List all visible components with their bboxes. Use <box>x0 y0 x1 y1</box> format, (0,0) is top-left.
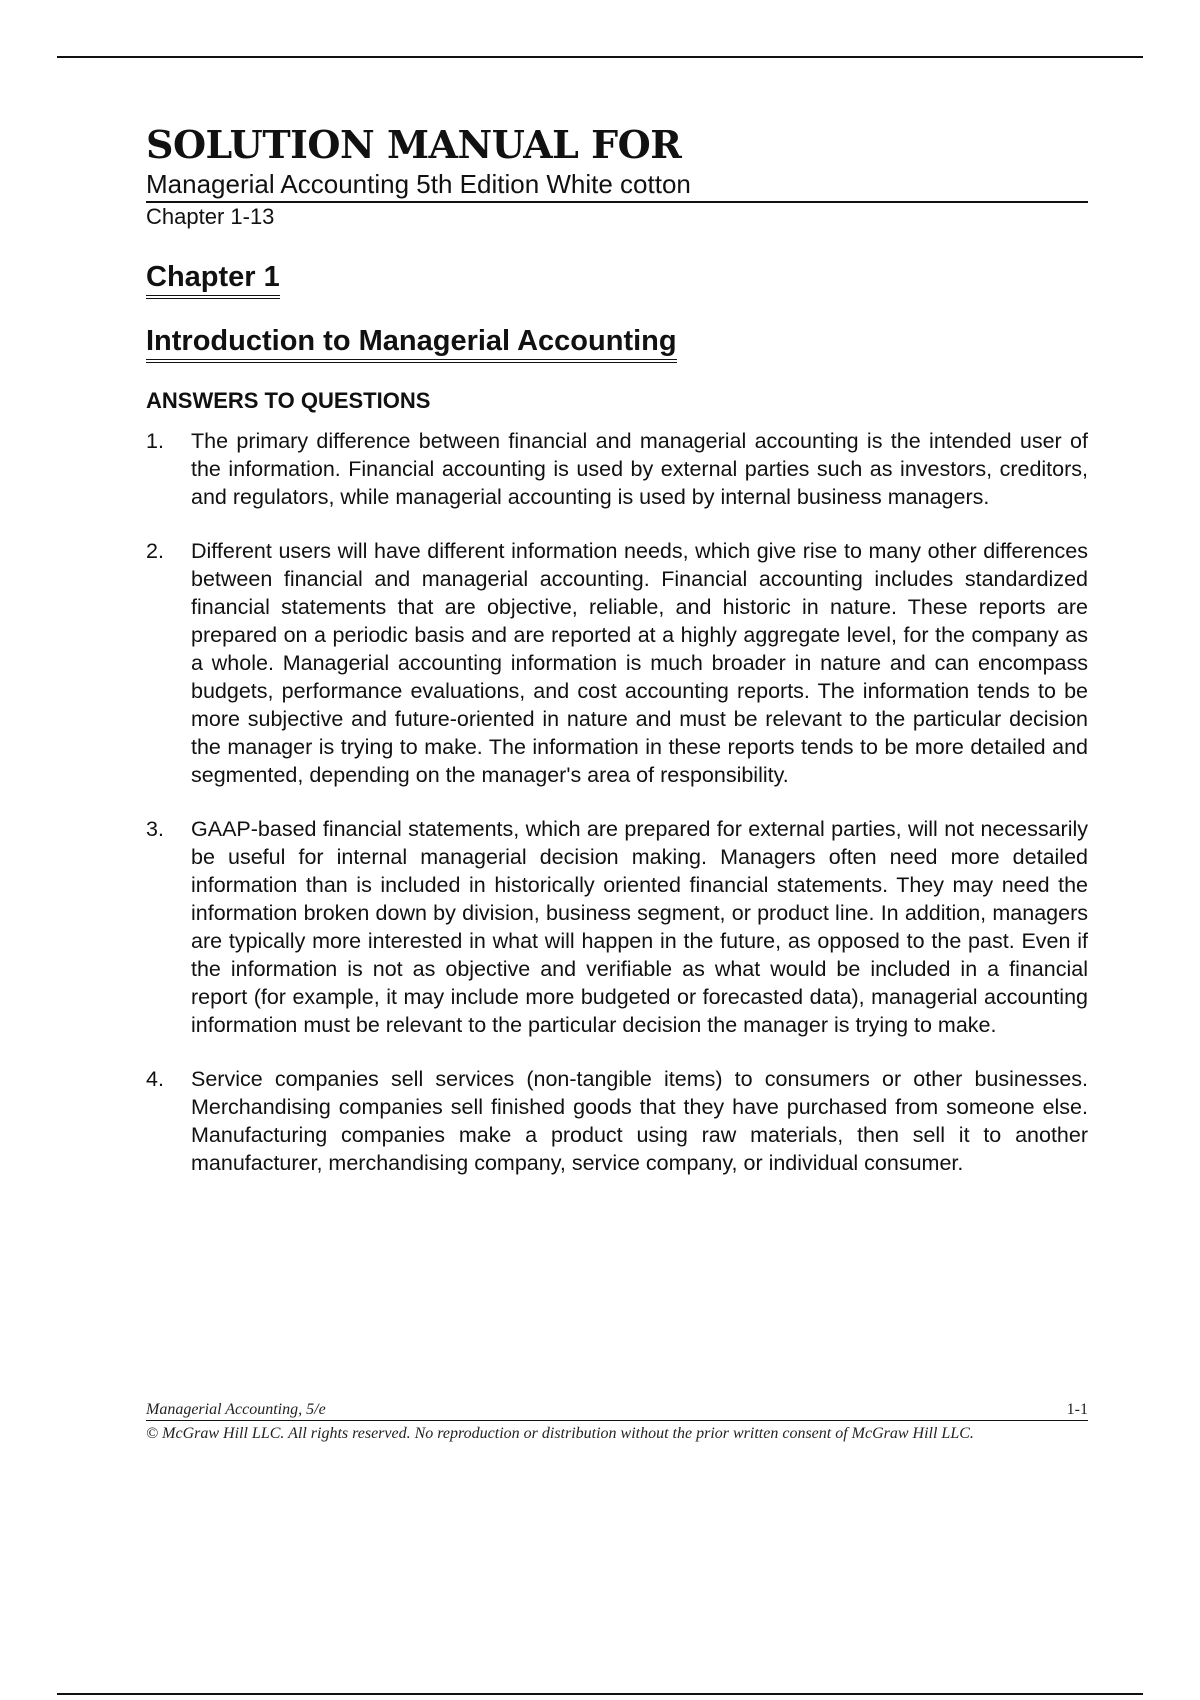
answer-text: Different users will have different information needs, which give rise to many other differences between financial and managerial accounting. Financial accounting includes standardized financial statements that are objective, reliable, and historic in nature. These reports are prepared on a periodic basis and are reported at a highly aggregate level, for the company as a whole. Managerial accounting information is much broader in nature and can encompass budgets, performance evaluations, and cost accounting reports. The information tends to be more subjective and future-oriented in nature and must be relevant to the particular decision the manager is trying to make. The information in these reports tends to be more detailed and segmented, depending on the manager's area of responsibility. <box>191 539 1088 787</box>
chapter-title-wrap <box>146 323 1088 363</box>
answers-list <box>146 427 1088 1177</box>
page-footer <box>146 1400 1088 1445</box>
answer-number: 3. <box>146 817 164 841</box>
page-content <box>146 122 1088 1203</box>
footer-page-number: 1-1 <box>1066 1401 1088 1418</box>
answer-item <box>146 537 1088 789</box>
answer-text: The primary difference between financial and managerial accounting is the intended user of the information. Financial accounting is used by external parties such as investors, creditors, and regulators, while managerial accounting is used by internal business managers. <box>191 429 1088 509</box>
answer-number: 1. <box>146 429 164 453</box>
footer-row <box>146 1400 1088 1421</box>
chapter-range: Chapter 1-13 <box>146 204 275 229</box>
answer-number: 2. <box>146 539 164 563</box>
answer-item <box>146 1065 1088 1177</box>
document-subtitle: Managerial Accounting 5th Edition White cotton <box>146 168 1088 203</box>
bottom-rule <box>57 1693 1143 1695</box>
chapter-title: Introduction to Managerial Accounting <box>146 323 677 363</box>
answer-item <box>146 815 1088 1039</box>
footer-copyright: © McGraw Hill LLC. All rights reserved. No reproduction or distribution without the prior written consent of McGraw Hill LLC. <box>146 1425 974 1442</box>
chapter-heading: Chapter 1 <box>146 259 280 299</box>
answer-item <box>146 427 1088 511</box>
answer-text: Service companies sell services (non-tangible items) to consumers or other businesses. Merchandising companies sell finished goods that they have purchased from someone else. Manufacturing companies make a product using raw materials, then sell it to another manufacturer, merchandising company, service company, or individual consumer. <box>191 1067 1088 1175</box>
answer-text: GAAP-based financial statements, which are prepared for external parties, will not necessarily be useful for internal managerial decision making. Managers often need more detailed information than is included in historically oriented financial statements. They may need the information broken down by division, business segment, or product line. In addition, managers are typically more interested in what will happen in the future, as opposed to the past. Even if the information is not as objective and verifiable as what would be included in a financial report (for example, it may include more budgeted or forecasted data), managerial accounting information must be relevant to the particular decision the manager is trying to make. <box>191 817 1088 1037</box>
top-rule <box>57 56 1143 58</box>
answer-number: 4. <box>146 1067 164 1091</box>
section-heading: ANSWERS TO QUESTIONS <box>146 388 431 413</box>
document-title: SOLUTION MANUAL FOR <box>146 122 682 167</box>
footer-book-title: Managerial Accounting, 5/e <box>146 1401 326 1418</box>
